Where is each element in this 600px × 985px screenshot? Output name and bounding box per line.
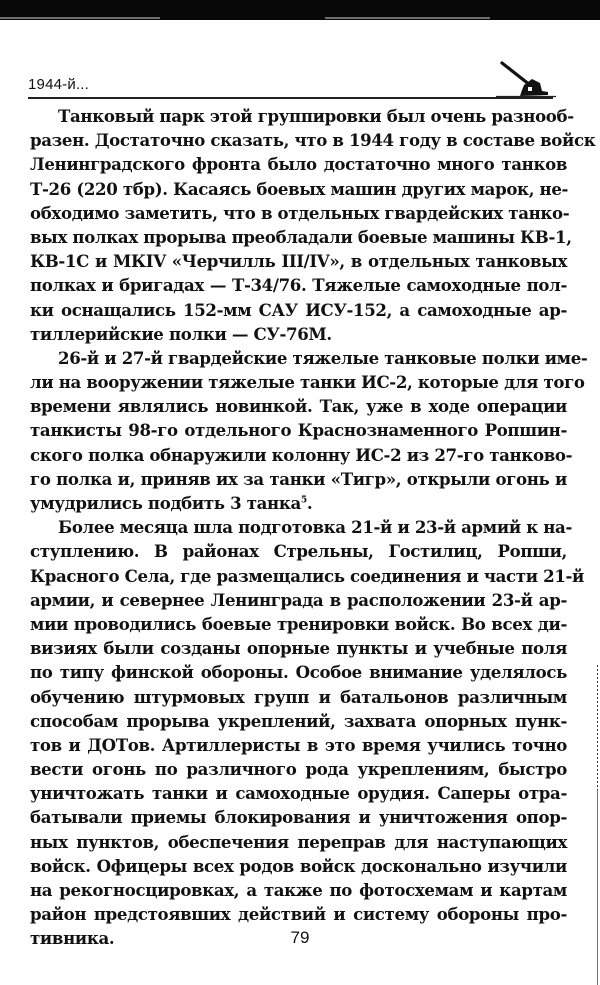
text-line: го полка и, приняв их за танки «Тигр», открыли огонь и — [30, 468, 567, 489]
text-line: танкисты 98-го отдельного Краснознаменного Ропшин- — [30, 420, 567, 441]
border-shade — [325, 17, 490, 19]
text-line: Более месяца шла подготовка 21-й и 23-й армий к на- — [58, 517, 572, 538]
text-line: тиллерийские полки — СУ-76М. — [30, 323, 332, 344]
border-shade — [0, 17, 160, 19]
footnote-ref[interactable]: 5 — [300, 495, 307, 506]
text-line: Красного Села, где размещались соединения и части 21-й — [30, 565, 585, 586]
paragraph-tank-park — [30, 104, 596, 346]
text-line: тивника. — [30, 928, 115, 949]
text-line — [30, 491, 567, 515]
text-line: способам прорыва укреплений, захвата опорных пунк- — [30, 710, 567, 731]
text-line: обучению штурмовых групп и батальонов различным — [30, 686, 567, 707]
text-line: Ленинградского фронта было достаточно много танков — [30, 154, 567, 175]
text-line: мии проводились боевые тренировки войск. Во всех ди- — [30, 613, 567, 634]
scan-top-border — [0, 0, 600, 20]
text-line: разен. Достаточно сказать, что в 1944 году в составе войск — [30, 130, 596, 151]
text-line: КВ-1С и МКIV «Черчилль III/IV», в отдельных танковых — [30, 251, 567, 272]
text-line: Танковый парк этой группировки был очень разнооб- — [58, 106, 574, 126]
text-line: ли на вооружении тяжелые танки ИС-2, которые для того — [30, 372, 585, 393]
scan-edge-line — [597, 790, 598, 985]
artillery-gun-icon — [496, 59, 556, 99]
text-line: ского полка обнаружили колонну ИС-2 из 27-го танково- — [30, 444, 573, 465]
text-line: визиях были созданы опорные пункты и учебные поля — [30, 638, 567, 659]
text-line: на рекогносцировках, а также по фотосхемам и картам — [30, 880, 567, 900]
text-line: полках и бригадах — Т-34/76. Тяжелые самоходные пол- — [30, 275, 567, 296]
text-line: ных пунктов, обеспечения переправ для наступающих — [30, 831, 567, 852]
text-span: умудрились подбить 3 танка — [30, 493, 301, 513]
scan-edge-mark — [597, 665, 598, 790]
running-head: 1944-й... — [28, 76, 90, 93]
text-line: 26-й и 27-й гвардейские тяжелые танковые полки име- — [58, 347, 588, 368]
text-line: ступлению. В районах Стрельны, Гостилиц, Ропши, — [30, 541, 567, 562]
text-line: батывали приемы блокирования и уничтожения опор- — [30, 807, 567, 828]
text-line: войск. Офицеры всех родов войск досконально изучили — [30, 855, 567, 876]
text-line: ки оснащались 152-мм САУ ИСУ-152, а самоходные ар- — [30, 299, 567, 320]
page-number: 79 — [290, 928, 310, 947]
text-line: Т-26 (220 тбр). Касаясь боевых машин других марок, не- — [30, 178, 569, 199]
page-body — [30, 104, 596, 951]
text-line: вых полках прорыва преобладали боевые машины КВ-1, — [30, 226, 572, 247]
paragraph-preparation — [30, 515, 585, 950]
text-line: вести огонь по различного рода укреплениям, быстро — [30, 759, 567, 780]
header-rule — [28, 97, 553, 99]
text-line: времени являлись новинкой. Так, уже в ходе операции — [30, 396, 567, 417]
text-span: . — [306, 493, 313, 513]
paragraph-guards-regiments — [30, 346, 588, 515]
text-line: по типу финской обороны. Особое внимание уделялось — [30, 662, 567, 683]
text-line: тов и ДОТов. Артиллеристы в это время учились точно — [30, 734, 567, 755]
text-line: обходимо заметить, что в отдельных гвардейских танко- — [30, 202, 570, 223]
text-line: армии, и севернее Ленинграда в расположении 23-й ар- — [30, 589, 567, 610]
text-line: уничтожать танки и самоходные орудия. Саперы отра- — [30, 783, 567, 804]
text-line: район предстоявших действий и систему обороны про- — [30, 904, 567, 925]
